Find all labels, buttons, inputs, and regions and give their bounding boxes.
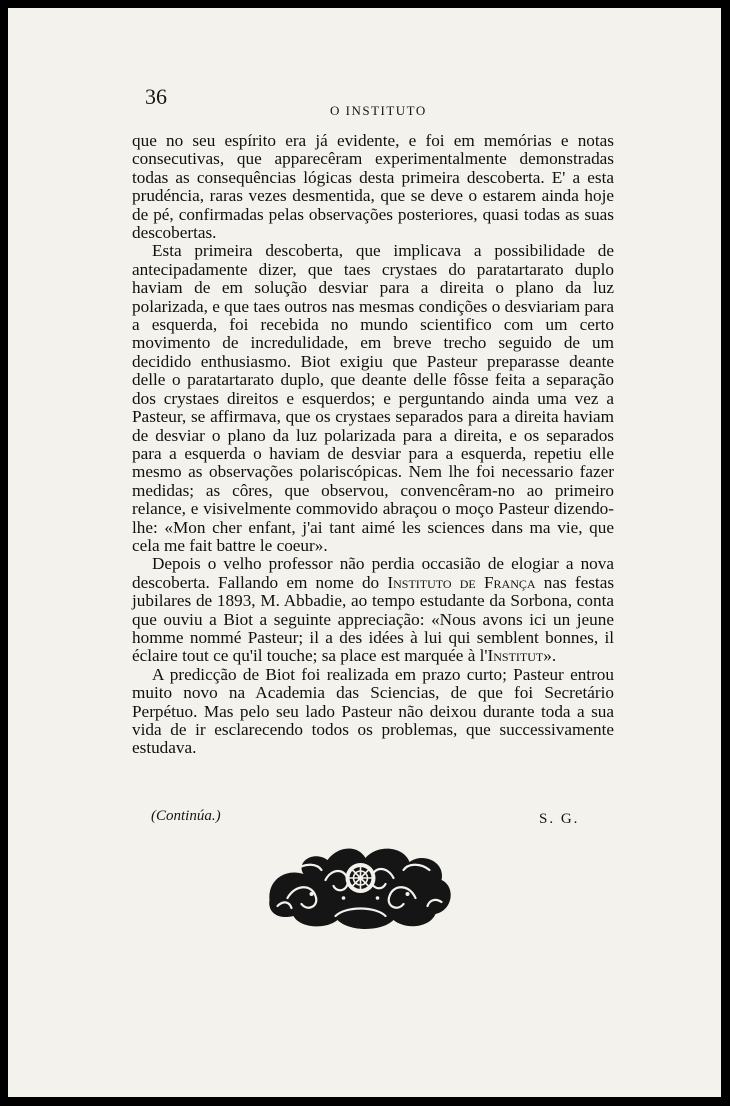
page-number: 36 <box>145 84 167 109</box>
paragraph-3 <box>132 555 614 665</box>
paragraph-3-text-a: Depois o velho professor não perdia occasião de elogiar a nova descoberta. Fallando em nome do <box>132 554 614 592</box>
paragraph-3-end: ». <box>543 646 557 666</box>
paragraph-3-text-b: nas festas jubilares de 1893, M. Abbadie, ao tempo estudante da Sorbona, conta que ouviu a Biot a seguinte appreciação: «Nous avons ici un jeune homme nommé Pasteur; il a des idées à lui qui semblent bonnes, il éclaire tout ce qu'il touche; sa place est marquée à l' <box>132 572 615 666</box>
paragraph-4: A predicção de Biot foi realizada em prazo curto; Pasteur entrou muito novo na Academia das Sciencias, de que foi Secretário Perpétuo. Mas pelo seu lado Pasteur não deixou durante toda a sua vida de ir esclarecendo todos os problemas, que successivamente estudava. <box>132 664 614 758</box>
author-initials: S. G. <box>539 811 580 827</box>
article-body <box>132 132 614 758</box>
floral-scroll-vignette-icon <box>265 840 456 932</box>
continued-note: (Continúa.) <box>151 808 221 824</box>
institute-name: Instituto de França <box>387 572 536 592</box>
running-title: O INSTITUTO <box>330 103 427 118</box>
paragraph-2: Esta primeira descoberta, que implicava a possibilidade de antecipadamente dizer, que taes crystaes do paratartarato duplo haviam de em solução desviar para a direita o plano da luz polarizada, e que taes outros nas mesmas condições o desviariam para a esquerda, foi recebida no mundo scientifico com um certo movimento de incredulidade, em breve trecho seguido de um decidido enthusiasmo. Biot exigiu que Pasteur preparasse deante delle o paratartarato duplo, que deante delle fôsse feita a separação dos crystaes direitos e esquerdos; e perguntando ainda uma vez a Pasteur, se affirmava, que os crystaes separados para a direita haviam de desviar o plano da luz polarizada para a direita, e os separados para a esquerda o haviam de desviar para a esquerda, repetiu elle mesmo as observações polariscópicas. Nem lhe foi necessario fazer medidas; as côres, que observou, convencêram-no ao primeiro relance, e visivelmente commovido abraçou o moço Pasteur dizendo-lhe: «Mon cher enfant, j'ai tant aimé les sciences dans ma vie, que cela me fait battre le coeur». <box>132 241 614 555</box>
paragraph-1: que no seu espírito era já evidente, e foi em memórias e notas consecutivas, que apparecêram experimentalmente demonstradas todas as consequências lógicas desta primeira descoberta. E' a esta prudéncia, raras vezes desmentida, que se deve o estarem ainda hoje de pé, confirmadas pelas observações posteriores, quasi todas as suas descobertas. <box>132 131 614 243</box>
institut-name: Institut <box>487 646 544 666</box>
document-page <box>8 8 721 1097</box>
